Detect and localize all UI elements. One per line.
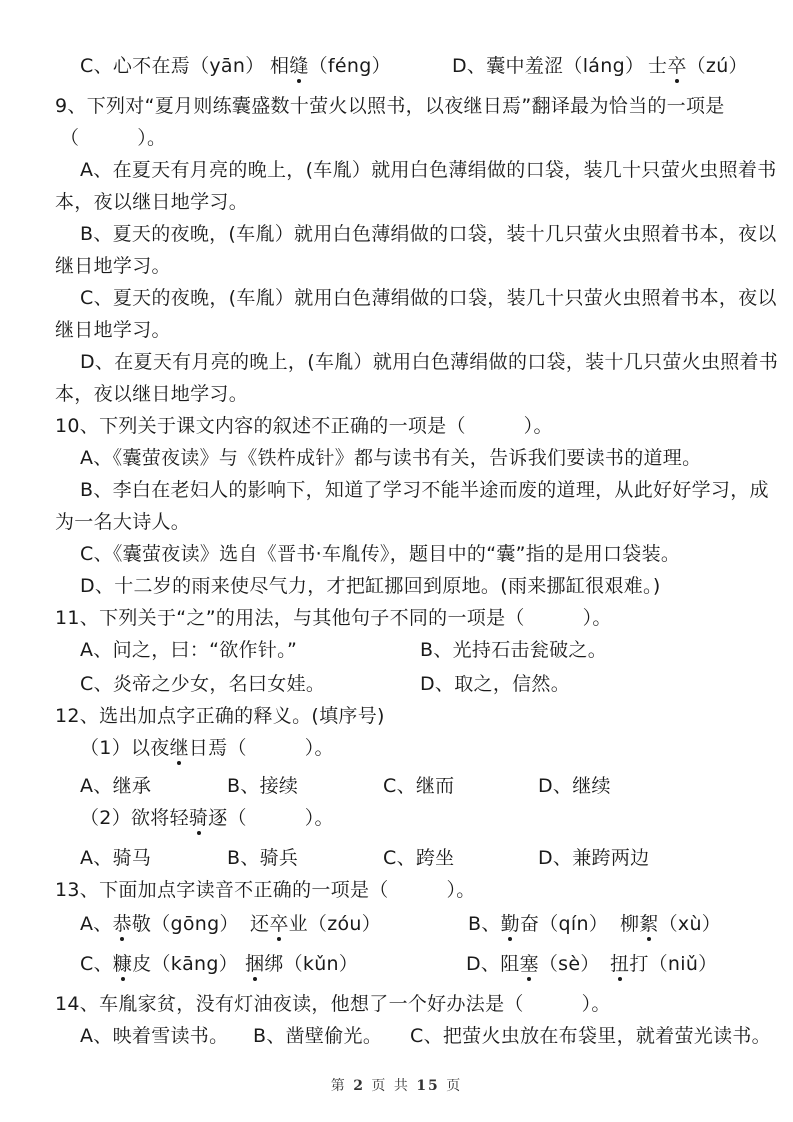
q12-1-option-d: D、继续 <box>538 775 611 797</box>
q9-option-b-line2: 继日地学习。 <box>55 255 171 277</box>
page-number-footer: 第 2 页 共 15 页 <box>330 1078 463 1094</box>
q9-option-a-line1: A、在夏天有月亮的晚上，(车胤）就用白色薄绢做的口袋，装几十只萤火虫照着书 <box>80 159 777 181</box>
q10-option-c: C、《囊萤夜读》选自《晋书·车胤传》，题目中的“囊”指的是用口袋装。 <box>80 543 681 565</box>
q9-option-c-line1: C、夏天的夜晚，(车胤）就用白色薄绢做的口袋，装几十只萤火虫照着书本，夜以 <box>80 287 777 309</box>
q14-option-a: A、映着雪读书。 <box>80 1025 229 1047</box>
q13-option-a-2: 还卒业（zóu） <box>250 913 382 935</box>
q10-option-b-line1: B、李白在老妇人的影响下，知道了学习不能半途而废的道理，从此好好学习，成 <box>80 479 769 501</box>
q11-option-c: C、炎帝之少女，名曰女娃。 <box>80 673 326 695</box>
q12-sub-2: （2）欲将轻骑逐（ ）。 <box>80 807 334 829</box>
q12-1-option-b: B、接续 <box>227 775 299 797</box>
option-c-q8: C、心不在焉（yān） <box>80 55 265 77</box>
q10-option-b-line2: 为一名大诗人。 <box>55 511 191 533</box>
question-14: 14、车胤家贫，没有灯油夜读，他想了一个好办法是（ ）。 <box>55 993 611 1015</box>
q9-option-c-line2: 继日地学习。 <box>55 319 171 341</box>
q11-option-b: B、光持石击瓮破之。 <box>420 639 608 661</box>
option-c-q8-second: 相缝（féng） <box>270 55 391 77</box>
q10-option-d: D、十二岁的雨来使尽气力，才把缸挪回到原地。(雨来挪缸很艰难。) <box>80 575 661 597</box>
q12-sub-1: （1）以夜继日焉（ ）。 <box>80 737 334 759</box>
q12-1-option-c: C、继而 <box>383 775 455 797</box>
q13-option-b-1: B、勤奋（qín） <box>468 913 609 935</box>
q11-option-d: D、取之，信然。 <box>420 673 571 695</box>
question-10: 10、下列关于课文内容的叙述不正确的一项是（ ）。 <box>55 415 553 437</box>
q9-option-d-line2: 本，夜以继日地学习。 <box>55 383 249 405</box>
q13-option-d-1: D、阻塞（sè） <box>466 953 600 975</box>
q12-2-option-a: A、骑马 <box>80 847 152 869</box>
q9-option-b-line1: B、夏天的夜晚，(车胤）就用白色薄绢做的口袋，装十几只萤火虫照着书本，夜以 <box>80 223 777 245</box>
q11-option-a: A、问之，曰：“欲作针。” <box>80 639 298 661</box>
q12-2-option-b: B、骑兵 <box>227 847 299 869</box>
option-d-q8-second: 士卒（zú） <box>648 55 748 77</box>
question-9-answer-blank: （ ）。 <box>60 127 167 149</box>
q14-option-b: B、凿壁偷光。 <box>253 1025 383 1047</box>
question-11: 11、下列关于“之”的用法，与其他句子不同的一项是（ ）。 <box>55 607 612 629</box>
q13-option-d-2: 扭打（niǔ） <box>610 953 718 975</box>
q10-option-a: A、《囊萤夜读》与《铁杵成针》都与读书有关，告诉我们要读书的道理。 <box>80 447 702 469</box>
question-13: 13、下面加点字读音不正确的一项是（ ）。 <box>55 879 476 901</box>
q9-option-a-line2: 本，夜以继日地学习。 <box>55 191 249 213</box>
q13-option-a-1: A、恭敬（gōng） <box>80 913 239 935</box>
question-12: 12、选出加点字正确的释义。(填序号) <box>55 705 385 727</box>
total-page-number: 15 <box>416 1078 440 1094</box>
q13-option-c-1: C、糠皮（kāng） <box>80 953 239 975</box>
q13-option-c-2: 捆绑（kǔn） <box>245 953 359 975</box>
q12-2-option-c: C、跨坐 <box>383 847 455 869</box>
q13-option-b-2: 柳絮（xù） <box>620 913 722 935</box>
q12-1-option-a: A、继承 <box>80 775 152 797</box>
q14-option-c: C、把萤火虫放在布袋里，就着萤光读书。 <box>410 1025 771 1047</box>
q9-option-d-line1: D、在夏天有月亮的晚上，(车胤）就用白色薄绢做的口袋，装十几只萤火虫照着书 <box>80 351 779 373</box>
current-page-number: 2 <box>353 1078 365 1094</box>
q12-2-option-d: D、兼跨两边 <box>538 847 650 869</box>
option-d-q8: D、囊中羞涩（láng） <box>452 55 645 77</box>
question-9: 9、下列对“夏月则练囊盛数十萤火以照书，以夜继日焉”翻译最为恰当的一项是 <box>55 95 725 117</box>
